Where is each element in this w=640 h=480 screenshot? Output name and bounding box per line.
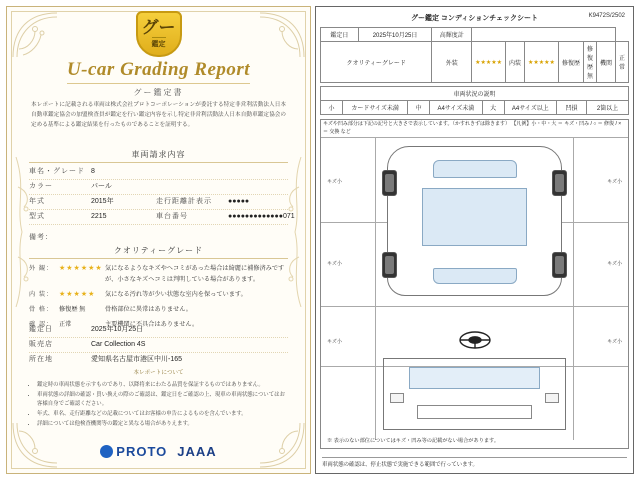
table-row — [29, 210, 295, 225]
legend-cell: 小 — [321, 101, 343, 115]
list-item: • 鑑定時の車両状態を示すものであり、以降将来にわたる品質を保証するものではありません。 — [37, 381, 288, 390]
meta-value — [472, 28, 616, 42]
logo-row — [7, 444, 310, 459]
damage-mark: キズ小 — [327, 339, 342, 345]
footnotes-heading: 本レポートについて — [133, 370, 184, 376]
meta-value: 正常 — [615, 42, 628, 83]
legend-cell: 凹損 — [557, 101, 587, 115]
condition-check-sheet — [315, 6, 634, 474]
row-value: パール — [91, 183, 112, 190]
legend-cell: 2箇以上 — [587, 101, 629, 115]
vehicle-section — [29, 149, 295, 251]
damage-mark: キズ小 — [607, 179, 622, 185]
jaaa-logo-text: JAAA — [177, 444, 217, 459]
footnotes-list — [29, 381, 288, 430]
list-item: • 車両状態の詳細の確認・買い換えの際のご確認は、鑑定日をご確認の上、現車の車両状態についてはお客様自身でご確認ください。 — [37, 391, 288, 409]
damage-mark: キズ小 — [327, 261, 342, 267]
list-item: • 詳細については他検査機関等の鑑定と異なる場合がありえます。 — [37, 420, 288, 429]
row-value: Car Collection 4S — [91, 341, 146, 348]
legend-cell: A4サイズ未満 — [430, 101, 482, 115]
row-value: 8 — [91, 168, 95, 175]
table-row — [321, 42, 629, 83]
row-value-2: ●●●●●●●●●●●●●071 — [228, 213, 295, 220]
row-value: 2015年 — [91, 198, 114, 205]
quality-label: 内 装： — [29, 291, 54, 298]
crest-main-text: グー — [141, 17, 176, 37]
row-label: 備考： — [29, 234, 53, 241]
row-label: カラー — [29, 183, 53, 190]
title-divider — [67, 83, 250, 84]
meta-label: 高輝度計 — [432, 28, 472, 42]
row-value: 愛知県名古屋市港区中川-165 — [91, 356, 183, 363]
meta-value: 2025年10月25日 — [358, 28, 432, 42]
row-value: 2025年10月25日 — [91, 326, 144, 333]
quality-text: 気になるようなキズやへコミがあった場合は綺麗に補修済みですが、小さなキズヘコミは判明している場合があります。 — [105, 265, 285, 283]
row-label: 車名・グレード — [29, 168, 85, 175]
row-label: 年式 — [29, 198, 45, 205]
quality-text: 骨格部位に異常はありません。 — [105, 306, 192, 313]
grading-report-card — [6, 6, 311, 474]
quality-grade-section — [29, 245, 288, 332]
car-front-view-icon — [383, 358, 566, 430]
quality-label: 確 認： — [29, 321, 54, 328]
sheet-title: グー鑑定 コンディションチェックシート — [410, 15, 539, 22]
list-item: • 年式、車名、走行距離などの記載についてはお客様の申告によるものを含んでいます。 — [37, 410, 288, 419]
quality-label: 骨 格： — [29, 306, 54, 313]
meta-label: クオリティーグレード — [321, 42, 432, 83]
row-label-2: 車台番号 — [156, 213, 189, 220]
legend-cell: カードサイズ未満 — [343, 101, 408, 115]
table-row — [29, 180, 288, 195]
legend-heading: 車両状況の説明 — [321, 87, 629, 101]
table-row — [321, 87, 629, 101]
goo-kantei-crest-icon — [136, 11, 182, 63]
table-row — [29, 195, 288, 210]
car-illustration — [377, 142, 572, 436]
intro-blurb: 本レポートに記載される車両は株式会社プロトコーポレーションが委託する特定非営利活動法人日本自動車鑑定協会の加盟検査員が鑑定を行い鑑定内容を示し特定非営利活動法人日本自動車鑑定協会の定める基準による鑑定結果を行ったものであることを証明する。 — [31, 102, 287, 128]
page-title — [7, 59, 310, 81]
damage-mark: キズ小 — [327, 179, 342, 185]
row-label-2: 走行距離計表示 — [156, 198, 213, 205]
vehicle-section-heading: 車両請求内容 — [29, 149, 288, 163]
legend-cell: 中 — [408, 101, 430, 115]
page-subtitle: グー鑑定書 — [133, 88, 184, 97]
sheet-footer-note: 車両状態の確認は、停止状態で実施できる範囲で行っています。 — [322, 457, 627, 468]
row-label: 販売店 — [29, 341, 53, 348]
table-row — [29, 323, 288, 338]
proto-logo-text: PROTO — [116, 444, 168, 459]
meta-label: 内装 — [506, 42, 525, 83]
table-row — [29, 338, 288, 353]
legend-cell: 大 — [482, 101, 504, 115]
corner-ornament-icon — [9, 9, 61, 61]
table-row — [321, 28, 629, 42]
row-label: 所在地 — [29, 356, 53, 363]
table-row — [321, 101, 629, 115]
sheet-meta-table — [320, 27, 629, 83]
corner-ornament-icon — [256, 9, 308, 61]
damage-mark: キズ小 — [607, 261, 622, 267]
legend-cell: A4サイズ以上 — [504, 101, 556, 115]
quality-label: 外 観： — [29, 265, 54, 272]
vehicle-diagram — [320, 119, 629, 449]
proto-mark-icon — [100, 445, 113, 458]
proto-logo — [100, 444, 167, 459]
quality-stars: 修復歴 無 — [59, 306, 86, 313]
table-row — [29, 165, 288, 180]
table-row — [29, 353, 288, 367]
crest-sub-text: 鑑定 — [152, 37, 166, 49]
meta-stars: ★★★★★ — [472, 42, 506, 83]
quality-stars: ★★★★★★ — [59, 265, 103, 272]
meta-stars: ★★★★★ — [525, 42, 559, 83]
meta-label: 機関 — [596, 42, 615, 83]
meta-label: 鑑定日 — [321, 28, 359, 42]
dealer-info-section — [29, 323, 288, 367]
footnotes-section — [29, 369, 288, 430]
quality-stars: 正常 — [59, 321, 72, 328]
quality-row — [29, 302, 288, 317]
quality-section-heading: クオリティーグレード — [29, 245, 288, 259]
diagram-footnote: ※ 表示のない部位についてはキズ・凹み等の記載がない場合があります。 — [327, 438, 500, 444]
sheet-code: K9472S/2502 — [588, 13, 625, 19]
diagram-canvas — [321, 138, 628, 440]
meta-label: 修復歴 — [558, 42, 583, 83]
row-value-2: ●●●●● — [228, 198, 250, 205]
row-label: 鑑定日 — [29, 326, 53, 333]
steering-wheel-icon — [458, 330, 492, 350]
row-value: 2215 — [91, 213, 107, 220]
damage-mark: キズ小 — [607, 339, 622, 345]
meta-label: 外装 — [432, 42, 472, 83]
legend-table — [320, 86, 629, 115]
car-top-view-icon — [387, 146, 562, 296]
quality-row — [29, 287, 288, 302]
row-label: 型式 — [29, 213, 45, 220]
quality-stars: ★★★★★ — [59, 291, 96, 298]
quality-text: 気になる汚れ等が少い状態な室内を保っています。 — [105, 291, 247, 298]
diagram-note: キズや凹み部分は下記の記号と大きさで表示しています。（かすれきずは除きます） 【凡例】小・中・大 ＝ キズ・凹み / ○ ＝ 修復 / × ＝ 交換 など — [321, 120, 628, 138]
quality-text: 主要機関に不具合はありません。 — [105, 321, 199, 328]
page-title-text: U-car Grading Report — [66, 59, 251, 80]
quality-row — [29, 261, 288, 287]
meta-value: 修復歴 無 — [583, 42, 596, 83]
